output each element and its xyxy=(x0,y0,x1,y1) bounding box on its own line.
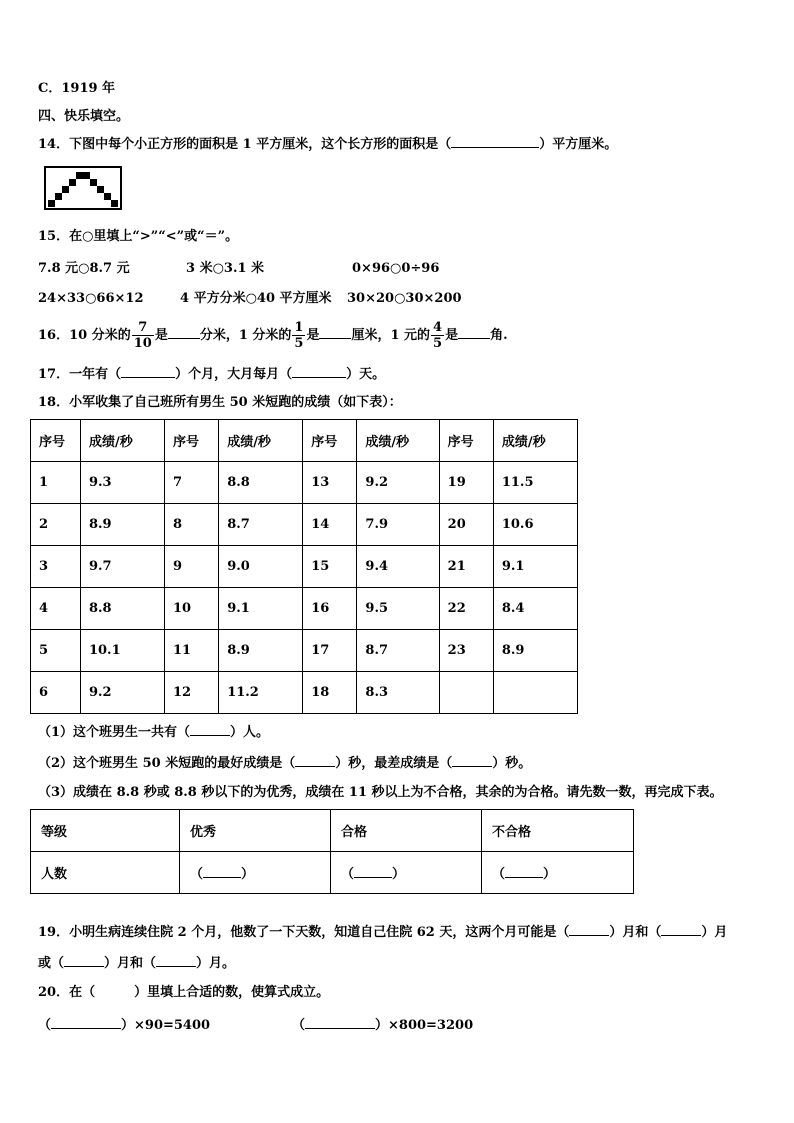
score-cell: 12 xyxy=(165,672,219,714)
score-cell: 8.8 xyxy=(219,462,303,504)
score-cell: 9.2 xyxy=(80,672,164,714)
grade-blank-fail[interactable] xyxy=(505,864,543,878)
q16-blank-1[interactable] xyxy=(168,325,200,339)
score-cell: 7 xyxy=(165,462,219,504)
q18-sub-1 xyxy=(38,722,269,742)
fraction-numerator: 4 xyxy=(433,320,443,335)
score-cell: 11.2 xyxy=(219,672,303,714)
q19-part-f: ）月。 xyxy=(196,956,236,971)
score-cell: 8.4 xyxy=(493,588,577,630)
q20-2-tail: ）×800=3200 xyxy=(375,1018,474,1033)
score-cell: 9.1 xyxy=(493,546,577,588)
q18-1-part-b: ）人。 xyxy=(230,725,270,740)
paren-open: （ xyxy=(190,867,204,882)
score-header-cell: 序号 xyxy=(303,420,357,462)
question-16 xyxy=(38,318,508,354)
q19-blank-2[interactable] xyxy=(661,922,701,936)
grade-header-cell: 优秀 xyxy=(180,810,331,852)
score-cell: 8.8 xyxy=(80,588,164,630)
score-cell: 17 xyxy=(303,630,357,672)
grid-square xyxy=(76,172,83,179)
q20-item-1 xyxy=(38,1015,210,1035)
score-cell: 18 xyxy=(303,672,357,714)
score-row xyxy=(31,630,578,672)
grade-row-label: 人数 xyxy=(31,852,180,894)
score-header-cell: 成绩/秒 xyxy=(219,420,303,462)
section-title: 四、快乐填空。 xyxy=(38,109,130,124)
score-cell: 8 xyxy=(165,504,219,546)
grade-table xyxy=(30,809,634,894)
fraction-denominator: 5 xyxy=(294,336,304,351)
score-cell: 7.9 xyxy=(357,504,439,546)
score-cell: 9.3 xyxy=(80,462,164,504)
q18-sub-3: （3）成绩在 8.8 秒或 8.8 秒以下的为优秀，成绩在 11 秒以上为不合格，其余的为合格。请先数一数，再完成下表。 xyxy=(38,785,723,800)
score-header-cell: 成绩/秒 xyxy=(357,420,439,462)
grade-header-cell: 等级 xyxy=(31,810,180,852)
q20-2-open: （ xyxy=(292,1018,306,1033)
score-cell: 9.7 xyxy=(80,546,164,588)
q15-item-4: 24×33○66×12 xyxy=(38,291,144,306)
score-cell: 8.9 xyxy=(493,630,577,672)
q16-part-e: 厘米，1 元的 xyxy=(351,328,431,343)
grid-square xyxy=(104,193,111,200)
q15-item-2: 3 米○3.1 米 xyxy=(186,261,265,276)
q15-item-6: 30×20○30×200 xyxy=(347,291,462,306)
score-cell: 2 xyxy=(31,504,81,546)
score-cell: 8.9 xyxy=(80,504,164,546)
q17-blank-2[interactable] xyxy=(292,364,346,378)
paren-open: （ xyxy=(341,867,355,882)
score-cell: 9.2 xyxy=(357,462,439,504)
score-cell: 10.6 xyxy=(493,504,577,546)
q19-part-d: 或（ xyxy=(38,956,65,971)
question-17 xyxy=(38,364,385,384)
grade-count-cell[interactable] xyxy=(331,852,482,894)
score-header-cell: 成绩/秒 xyxy=(493,420,577,462)
option-c: C．1919 年 xyxy=(38,81,116,96)
score-cell: 8.3 xyxy=(357,672,439,714)
q20-item-2 xyxy=(292,1015,473,1035)
q18-2-blank-2[interactable] xyxy=(452,753,492,767)
q18-2-part-c: ）秒。 xyxy=(492,756,532,771)
grade-blank-excellent[interactable] xyxy=(203,864,241,878)
fraction-1-5 xyxy=(292,320,305,351)
score-cell: 9.0 xyxy=(219,546,303,588)
grid-square xyxy=(90,179,97,186)
paren-close: ） xyxy=(543,867,557,882)
fraction-denominator: 10 xyxy=(133,336,152,351)
score-cell: 8.9 xyxy=(219,630,303,672)
score-header-row xyxy=(31,420,578,462)
grid-square xyxy=(55,193,62,200)
score-cell: 9 xyxy=(165,546,219,588)
q16-part-b: 是 xyxy=(154,328,168,343)
score-cell: 3 xyxy=(31,546,81,588)
grade-count-cell[interactable] xyxy=(482,852,634,894)
paren-close: ） xyxy=(392,867,406,882)
q14-tail: ）平方厘米。 xyxy=(539,137,618,152)
grade-count-cell[interactable] xyxy=(180,852,331,894)
score-cell: 19 xyxy=(439,462,493,504)
score-cell: 4 xyxy=(31,588,81,630)
grid-square xyxy=(69,179,76,186)
fraction-numerator: 7 xyxy=(132,320,154,336)
score-cell: 15 xyxy=(303,546,357,588)
grid-square xyxy=(111,200,118,207)
q14-text: 14．下图中每个小正方形的面积是 1 平方厘米，这个长方形的面积是（ xyxy=(38,137,452,152)
score-cell: 5 xyxy=(31,630,81,672)
question-15: 15．在○里填上“>”“<”或“＝”。 xyxy=(38,229,239,244)
score-cell: 10.1 xyxy=(80,630,164,672)
q17-part-b: ）个月，大月每月（ xyxy=(175,367,293,382)
fraction-numerator: 1 xyxy=(294,320,304,335)
score-cell: 22 xyxy=(439,588,493,630)
grade-header-cell: 不合格 xyxy=(482,810,634,852)
score-row xyxy=(31,462,578,504)
score-cell: 20 xyxy=(439,504,493,546)
question-19 xyxy=(38,922,727,942)
q19-blank-4[interactable] xyxy=(156,953,196,967)
q20-blank-2[interactable] xyxy=(305,1015,375,1029)
score-cell xyxy=(493,672,577,714)
score-cell: 8.7 xyxy=(357,630,439,672)
q18-1-blank[interactable] xyxy=(190,722,230,736)
q17-blank-1[interactable] xyxy=(121,364,175,378)
score-row xyxy=(31,504,578,546)
score-cell: 9.1 xyxy=(219,588,303,630)
q16-part-d: 是 xyxy=(306,328,320,343)
fraction-4-5 xyxy=(431,320,444,351)
score-cell: 6 xyxy=(31,672,81,714)
question-14 xyxy=(38,134,617,154)
q15-item-1: 7.8 元○8.7 元 xyxy=(38,261,130,276)
q19-part-a: 19．小明生病连续住院 2 个月，他数了一下天数，知道自己住院 62 天，这两个月可能是（ xyxy=(38,925,570,940)
q14-blank[interactable] xyxy=(451,134,539,148)
q18-2-part-a: （2）这个班男生 50 米短跑的最好成绩是（ xyxy=(38,756,296,771)
q17-part-a: 17．一年有（ xyxy=(38,367,122,382)
q16-part-f: 是 xyxy=(445,328,459,343)
q20-1-open: （ xyxy=(38,1018,52,1033)
grid-square xyxy=(62,186,69,193)
q20-blank-1[interactable] xyxy=(51,1015,121,1029)
score-row xyxy=(31,672,578,714)
score-table xyxy=(30,419,578,714)
q16-blank-3[interactable] xyxy=(458,325,490,339)
q18-sub-2 xyxy=(38,753,531,773)
paren-open: （ xyxy=(492,867,506,882)
question-18: 18．小军收集了自己班所有男生 50 米短跑的成绩（如下表）： xyxy=(38,395,402,410)
grid-square xyxy=(48,200,55,207)
fraction-denominator: 5 xyxy=(433,336,443,351)
q20-1-tail: ）×90=5400 xyxy=(121,1018,211,1033)
score-cell: 9.4 xyxy=(357,546,439,588)
q17-part-c: ）天。 xyxy=(346,367,386,382)
question-20: 20．在（ ）里填上合适的数，使算式成立。 xyxy=(38,985,330,1000)
score-cell: 21 xyxy=(439,546,493,588)
q18-2-blank-1[interactable] xyxy=(295,753,335,767)
grade-count-row xyxy=(31,852,634,894)
score-header-cell: 序号 xyxy=(439,420,493,462)
score-row xyxy=(31,546,578,588)
score-cell: 14 xyxy=(303,504,357,546)
score-cell: 11 xyxy=(165,630,219,672)
grade-blank-pass[interactable] xyxy=(354,864,392,878)
q15-item-3: 0×96○0÷96 xyxy=(352,261,440,276)
q16-part-c: 分米，1 分米的 xyxy=(199,328,292,343)
q19-part-c: ）月 xyxy=(701,925,728,940)
q16-blank-2[interactable] xyxy=(319,325,351,339)
paren-close: ） xyxy=(241,867,255,882)
q18-1-part-a: （1）这个班男生一共有（ xyxy=(38,725,191,740)
q16-part-g: 角. xyxy=(490,328,508,343)
score-cell: 13 xyxy=(303,462,357,504)
score-header-cell: 成绩/秒 xyxy=(80,420,164,462)
score-cell: 11.5 xyxy=(493,462,577,504)
score-row xyxy=(31,588,578,630)
grade-header-cell: 合格 xyxy=(331,810,482,852)
score-cell: 23 xyxy=(439,630,493,672)
q15-item-5: 4 平方分米○40 平方厘米 xyxy=(180,291,332,306)
score-cell: 9.5 xyxy=(357,588,439,630)
score-cell: 1 xyxy=(31,462,81,504)
q16-part-a: 16．10 分米的 xyxy=(38,328,131,343)
grade-header-row xyxy=(31,810,634,852)
q19-blank-3[interactable] xyxy=(64,953,104,967)
score-cell xyxy=(439,672,493,714)
score-header-cell: 序号 xyxy=(165,420,219,462)
fraction-7-10 xyxy=(132,320,154,351)
q19-blank-1[interactable] xyxy=(569,922,609,936)
q18-2-part-b: ）秒，最差成绩是（ xyxy=(335,756,453,771)
q19-part-b: ）月和（ xyxy=(609,925,662,940)
score-cell: 16 xyxy=(303,588,357,630)
score-cell: 8.7 xyxy=(219,504,303,546)
q19-part-e: ）月和（ xyxy=(104,956,157,971)
score-header-cell: 序号 xyxy=(31,420,81,462)
grid-square xyxy=(83,172,90,179)
question-19-cont xyxy=(38,953,235,973)
score-cell: 10 xyxy=(165,588,219,630)
rectangle-grid-figure xyxy=(44,166,122,210)
grid-square xyxy=(97,186,104,193)
